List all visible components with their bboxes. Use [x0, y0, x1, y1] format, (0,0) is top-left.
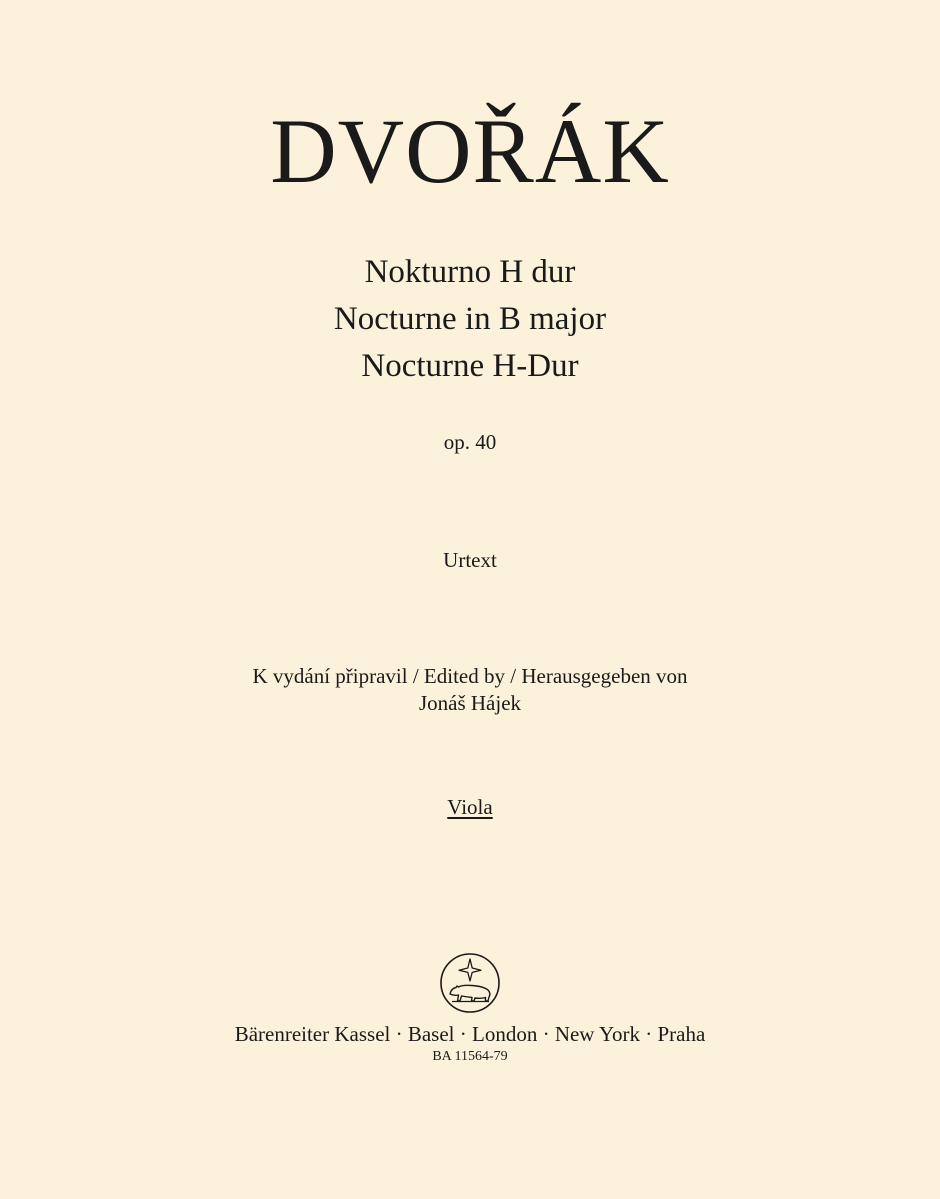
- edition-type: Urtext: [443, 548, 497, 572]
- editor-label: K vydání připravil / Edited by / Herausgegeben von: [252, 664, 688, 688]
- title-german: Nocturne H-Dur: [361, 348, 579, 384]
- publisher-locations: Bärenreiter Kassel · Basel · London · New York · Praha: [234, 1022, 706, 1046]
- composer-name: DVOŘÁK: [270, 100, 670, 202]
- title-czech: Nokturno H dur: [364, 254, 576, 290]
- opus-number: op. 40: [443, 430, 497, 454]
- editor-name: Jonáš Hájek: [418, 691, 522, 715]
- baerenreiter-bear-star-logo-icon: [439, 952, 501, 1014]
- title-english: Nocturne in B major: [333, 301, 607, 337]
- instrument-part: Viola: [447, 795, 493, 819]
- catalog-number: BA 11564-79: [432, 1049, 508, 1064]
